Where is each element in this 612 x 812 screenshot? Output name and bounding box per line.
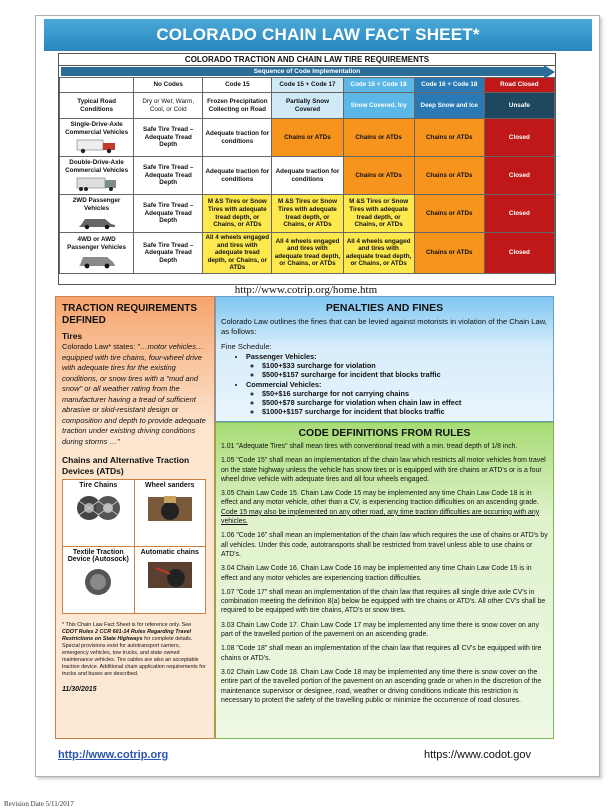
device-label: Automatic chains [140, 549, 199, 556]
code-paragraph [221, 489, 548, 526]
device-label: Wheel sanders [145, 482, 195, 489]
header-code-15: Code 15 [203, 78, 272, 93]
suv-icon [75, 253, 119, 269]
table-row [60, 233, 555, 274]
header-blank [60, 78, 134, 93]
page-title: COLORADO CHAIN LAW FACT SHEET* [44, 19, 592, 51]
fine-print [62, 622, 208, 678]
list-item [262, 407, 553, 416]
arrow-head-icon [544, 65, 555, 79]
table-cell: Closed [484, 119, 554, 157]
table-cell: Chains or ATDs [414, 195, 484, 233]
table-cell: All 4 wheels engaged and tires with adequate tread depth, or Chains, or ATDs [272, 233, 343, 274]
car-icon [75, 214, 119, 230]
code-15-underlined: Code 15 may also be implemented on any other road, any time traction difficulties are occurring with any vehicles. [221, 508, 540, 526]
table-cell: Safe Tire Tread – Adequate Tread Depth [134, 157, 203, 195]
penalties-title: PENALTIES AND FINES [325, 302, 444, 314]
code-15-text: 3.05 Chain Law Code 15. Chain Law Code 15 may be implemented any time Chain Law Code 18 is in effect and any motor vehicle, other than a CV, is experiencing traction difficulties on an ascending grade. [221, 490, 539, 507]
table-cell: Closed [484, 157, 554, 195]
code-paragraph: 3.04 Chain Law Code 16. Chain Law Code 16 may be implemented any time Chain Law Code 15 is in effect and any motor vehicles are experiencing traction difficulties. [221, 565, 532, 582]
vehicle-cell [60, 119, 134, 157]
list-item [246, 380, 553, 417]
table-cell: Safe Tire Tread – Adequate Tread Depth [134, 119, 203, 157]
commercial-label: Commercial Vehicles: [246, 379, 322, 389]
condition-cell: Frozen Precipitation Collecting on Road [203, 93, 272, 119]
header-code-15-17: Code 15 + Code 17 [272, 78, 343, 93]
list-item [262, 370, 553, 379]
list-item [262, 389, 553, 398]
table-cell: Adequate traction for conditions [203, 119, 272, 157]
table-row [60, 119, 555, 157]
table-cell: Safe Tire Tread – Adequate Tread Depth [134, 195, 203, 233]
semi-truck-icon [75, 176, 119, 192]
penalties-intro: Colorado Law outlines the fines that can be levied against motorists in violation of the Chain Law, as follows: [221, 317, 547, 336]
tires-heading: Tires [62, 331, 83, 341]
cotrip-link[interactable]: http://www.cotrip.org [58, 749, 169, 761]
table-row [60, 195, 555, 233]
fine-print-lead: * This Chain Law Fact Sheet is for reference only. See [62, 622, 192, 628]
table-cell: M &S Tires or Snow Tires with adequate tread depth, or Chains, or ATDs [343, 195, 414, 233]
condition-cell: Dry or Wet; Warm, Cool, or Cold [134, 93, 203, 119]
code-paragraph: 1.08 "Code 18" shall mean an implementation of the chain law that requires all CV's be equipped with tire chains or ATD's. [221, 645, 542, 662]
codes-title: CODE DEFINITIONS FROM RULES [298, 427, 471, 439]
fact-sheet-date: 11/30/2015 [62, 686, 97, 693]
fine-item: $500+$157 surcharge for incident that blocks traffic [262, 370, 441, 380]
table-cell: M &S Tires or Snow Tires with adequate tread depth, or Chains, or ATDs [272, 195, 343, 233]
fine-item: $50+$16 surcharge for not carrying chains [262, 388, 410, 398]
revision-date: Revision Date 5/11/2017 [4, 800, 74, 808]
table-cell: Closed [484, 195, 554, 233]
tires-quote: …motor vehicles…equipped with tire chains, four-wheel drive with adequate tires for the existing conditions, or snow tires with a "mud and snow" or all weather rating from the manufacturer having a tread of sufficient abrasive or skid-resistant design or composition and depth to provide adequate traction under existing driving conditions during storms …" [62, 342, 206, 446]
code-paragraph: 1.05 "Code 15" shall mean an implementation of the chain law which restricts all motor vehicles from travel on the state highway unless the vehicle has snow tires or is equipped with tire chains or ATD's or is a four wheel drive vehicle with adequate tires and all four wheels engaged. [221, 457, 546, 483]
list-item [246, 352, 553, 380]
code-paragraph: 3.03 Chain Law Code 17. Chain Law Code 17 may be implemented any time there is snow cover on any part of the travelled portion of the pavement on an ascending grade. [221, 621, 539, 639]
sequence-arrow [59, 66, 555, 77]
fine-print-tail: for complete details. Special provisions exist for autotransport carriers, emergency vehicles, tow trucks, and state owned maintenance vehicles. Tire cables are also an acceptable traction device. Additional chain application requirements for trucks and buses are described. [62, 636, 206, 677]
fine-item: $100+$33 surcharge for violation [262, 361, 376, 371]
table-cell: Chains or ATDs [414, 157, 484, 195]
header-no-codes: No Codes [134, 78, 203, 93]
chains-heading: Chains and Alternative Traction Devices (ATDs) [62, 455, 190, 476]
table-cell: All 4 wheels engaged and tires with adequate tread depth, or Chains, or ATDs [203, 233, 272, 274]
list-item [262, 361, 553, 370]
table-cell: Chains or ATDs [414, 119, 484, 157]
code-definitions-panel [215, 422, 554, 739]
device-automatic-chains [134, 547, 206, 614]
vehicle-label: 4WD or AWD Passenger Vehicles [67, 236, 126, 251]
autosock-icon [74, 567, 122, 597]
table-cell: Closed [484, 233, 554, 274]
fine-item: $500+$78 surcharge for violation when chain law in effect [262, 398, 462, 408]
condition-cell: Deep Snow and Ice [414, 93, 484, 119]
devices-grid [62, 479, 206, 614]
device-tire-chains [63, 480, 135, 547]
table-cell: Adequate traction for conditions [272, 157, 343, 195]
tire-chains-icon [74, 493, 122, 523]
table-title: COLORADO TRACTION AND CHAIN LAW TIRE REQUIREMENTS [59, 54, 555, 66]
truck-icon [75, 138, 119, 154]
vehicle-cell [60, 233, 134, 274]
table-row [60, 157, 555, 195]
tire-requirements-table [58, 53, 556, 285]
table-cell: Chains or ATDs [343, 157, 414, 195]
automatic-chains-icon [146, 560, 194, 590]
device-label: Tire Chains [79, 482, 118, 489]
vehicle-cell [60, 195, 134, 233]
wheel-sander-icon [146, 493, 194, 523]
table-cell: M &S Tires or Snow Tires with adequate tread depth, or Chains, or ATDs [203, 195, 272, 233]
condition-cell: Snow Covered, Icy [343, 93, 414, 119]
fine-item: $1000+$157 surcharge for incident that blocks traffic [262, 407, 445, 417]
vehicle-cell [60, 157, 134, 195]
table-header-row [60, 78, 555, 93]
code-paragraph: 1.06 "Code 16" shall mean an implementation of the chain law which requires the use of chains or ATD's by all vehicles. Under this code, autotransports shall be restricted from travel unless able to use chains or ATD's. [221, 532, 548, 558]
traction-panel [55, 296, 215, 739]
list-item [262, 398, 553, 407]
codot-link[interactable]: https://www.codot.gov [424, 749, 531, 761]
cotrip-home-link[interactable]: http://www.cotrip.org/home.htm [234, 284, 378, 296]
code-paragraph: 1.01 "Adequate Tires" shall mean tires with conventional tread with a min. tread depth of 1/8 inch. [221, 443, 518, 450]
fine-list [216, 352, 553, 416]
tires-text [62, 342, 208, 447]
penalties-panel [215, 296, 554, 422]
fine-print-rules: CDOT Rules 2 CCR 601-14 Rules Regarding Travel Restrictions on State Highways [62, 629, 192, 642]
device-wheel-sanders [134, 480, 206, 547]
conditions-row [60, 93, 555, 119]
tires-lead: Colorado Law* states: " [62, 342, 141, 351]
header-code-16-18: Code 16 + Code 18 [414, 78, 484, 93]
device-textile-traction [63, 547, 135, 614]
table-cell: Chains or ATDs [343, 119, 414, 157]
condition-cell: Unsafe [484, 93, 554, 119]
sequence-label: Sequence of Code Implementation [253, 68, 361, 75]
code-paragraph: 1.07 "Code 17" shall mean an implementation of the chain law that requires all single drive axle CV's in combination meeting the definition 8(a) below be equipped with tire chains or ATD's. All other CV's shall be required to be equipped with tire chains, ATD's or snow tires. [221, 588, 546, 615]
header-code-15-18: Code 15 + Code 18 [343, 78, 414, 93]
requirements-grid [59, 77, 555, 274]
condition-cell: Partially Snow Covered [272, 93, 343, 119]
vehicle-label: 2WD Passenger Vehicles [72, 196, 121, 212]
passenger-label: Passenger Vehicles: [246, 352, 317, 361]
vehicle-label: Double-Drive-Axle Commercial Vehicles [65, 158, 129, 174]
table-cell: Chains or ATDs [414, 233, 484, 274]
header-road-closed: Road Closed [484, 78, 554, 93]
traction-title: TRACTION REQUIREMENTS DEFINED [62, 303, 197, 326]
fine-schedule-label: Fine Schedule: [221, 342, 272, 351]
table-cell: Safe Tire Tread – Adequate Tread Depth [134, 233, 203, 274]
vehicle-label: Single-Drive-Axle Commercial Vehicles [65, 120, 129, 136]
table-cell: All 4 wheels engaged and tires with adequate tread depth, or Chains, or ATDs [343, 233, 414, 274]
code-paragraph: 3.02 Chain Law Code 18. Chain Law Code 18 may be implemented any time there is snow cover on the entire part of the travelled portion of the pavement on an ascending grade or when in the discretion of the maintenance supervisor or designee, road, weather or driving conditions indicate this restriction is necessary to protect the safety of the travelling public or minimize the occurrence of road closures. [221, 668, 542, 704]
table-cell: Chains or ATDs [272, 119, 343, 157]
device-label: Textile Traction Device (Autosock) [67, 549, 129, 563]
conditions-label: Typical Road Conditions [60, 93, 134, 119]
table-cell: Adequate traction for conditions [203, 157, 272, 195]
